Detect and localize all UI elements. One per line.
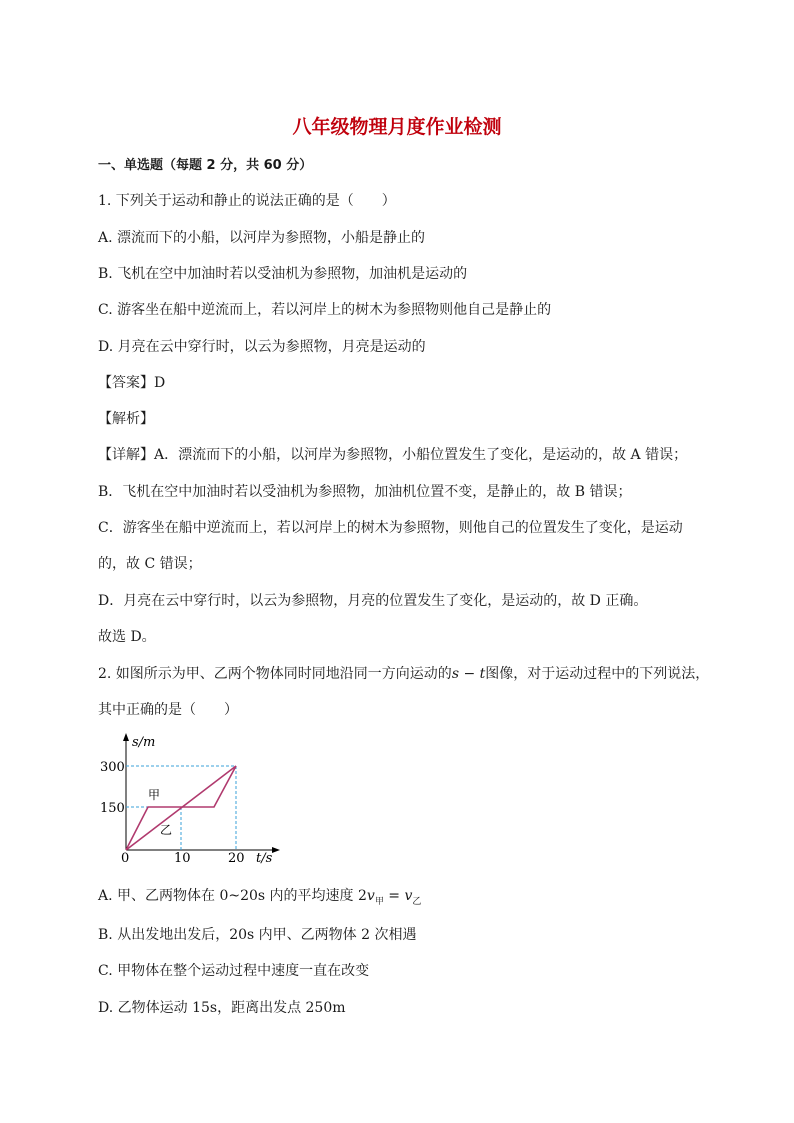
question-1-conclusion: 故选 D。 — [98, 629, 156, 645]
jia-label: 甲 — [148, 788, 161, 802]
question-2-option-b: B. 从出发地出发后，20s 内甲、乙两物体 2 次相遇 — [98, 927, 417, 943]
question-1-option-a: A. 漂流而下的小船，以河岸为参照物，小船是静止的 — [98, 230, 426, 246]
question-2-option-c: C. 甲物体在整个运动过程中速度一直在改变 — [98, 963, 370, 979]
yi-label: 乙 — [160, 823, 173, 837]
x-tick-label: 20 — [228, 851, 245, 866]
s-t-formula: s − t — [451, 666, 486, 682]
question-2-option-d: D. 乙物体运动 15s，距离出发点 250m — [98, 1000, 346, 1016]
question-2-stem-line-2: 其中正确的是（ ） — [98, 702, 238, 718]
question-1-stem: 1. 下列关于运动和静止的说法正确的是（ ） — [98, 193, 396, 209]
question-1-explanation-line: B．飞机在空中加油时若以受油机为参照物，加油机位置不变，是静止的，故 B 错误； — [98, 484, 632, 500]
question-1-answer: 【答案】D — [98, 375, 166, 391]
x-axis-label: t/s — [256, 851, 273, 866]
y-tick-label: 300 — [100, 760, 125, 775]
question-1-analysis-label: 【解析】 — [98, 411, 154, 427]
question-1-explanation-line: D．月亮在云中穿行时，以云为参照物，月亮的位置发生了变化，是运动的，故 D 正确。 — [98, 593, 648, 609]
question-1-explanation-line: 【详解】A．漂流而下的小船，以河岸为参照物，小船位置发生了变化，是运动的，故 A 错误； — [98, 447, 688, 463]
velocity-symbol: v — [366, 888, 375, 904]
question-1-explanation-line: 的，故 C 错误； — [98, 556, 202, 572]
question-1-explanation-line: C．游客坐在船中逆流而上，若以河岸上的树木为参照物，则他自己的位置发生了变化，是运动 — [98, 520, 683, 536]
question-1-option-b: B. 飞机在空中加油时若以受油机为参照物，加油机是运动的 — [98, 266, 468, 282]
velocity-subscript: 甲 — [374, 896, 384, 907]
question-2-stem-text: 2. 如图所示为甲、乙两个物体同时同地沿同一方向运动的 — [98, 666, 452, 682]
question-2-stem-text: 图像，对于运动过程中的下列说法， — [485, 666, 710, 682]
question-2-option-a — [98, 885, 421, 907]
x-tick-label: 0 — [121, 851, 130, 866]
option-a-text: A. 甲、乙两物体在 0~20s 内的平均速度 2 — [98, 888, 367, 904]
page-title: 八年级物理月度作业检测 — [292, 116, 502, 138]
question-2-stem-line-1 — [98, 663, 709, 683]
velocity-subscript: 乙 — [412, 896, 422, 907]
x-tick-label: 10 — [174, 851, 191, 866]
y-axis-arrow-icon — [123, 733, 129, 741]
velocity-symbol: v — [404, 888, 413, 904]
question-1-option-c: C. 游客坐在船中逆流而上，若以河岸上的树木为参照物则他自己是静止的 — [98, 302, 552, 318]
s-t-graph — [98, 728, 298, 868]
section-heading: 一、单选题（每题 2 分，共 60 分） — [98, 158, 313, 173]
y-tick-label: 150 — [100, 801, 125, 816]
y-axis-label: s/m — [132, 735, 156, 750]
x-axis-arrow-icon — [272, 847, 280, 853]
question-1-option-d: D. 月亮在云中穿行时，以云为参照物，月亮是运动的 — [98, 339, 426, 355]
equals-sign: = — [383, 888, 405, 904]
